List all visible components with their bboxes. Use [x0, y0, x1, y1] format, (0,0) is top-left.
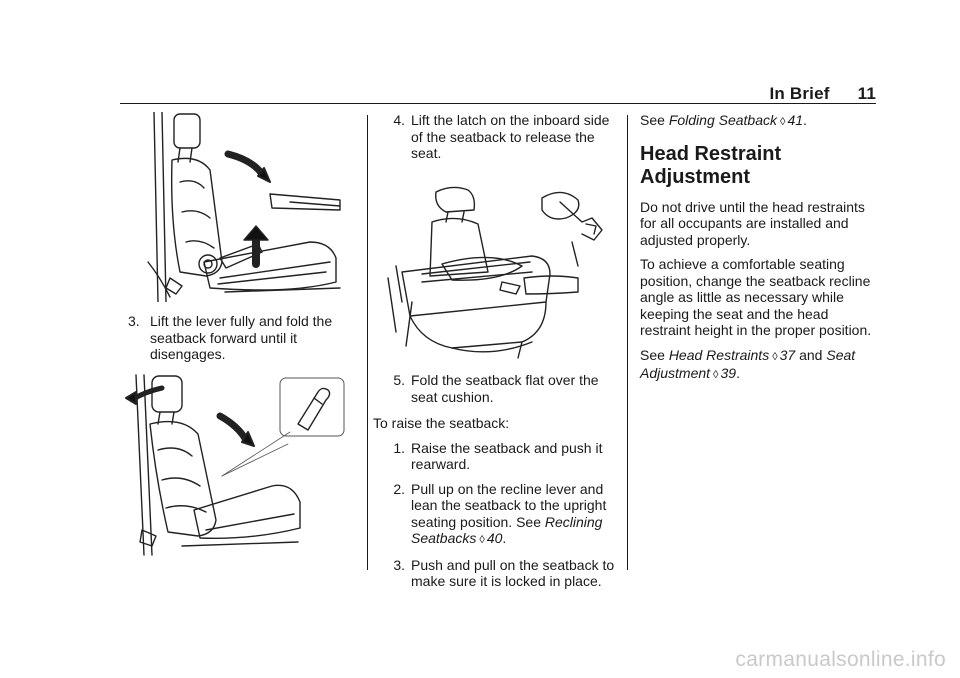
step-text: Lift the lever fully and fold the seatback forward until it disengages.: [150, 313, 333, 362]
paragraph-1: Do not drive until the head restraints for all occupants are installed and adjusted properly.: [640, 198, 865, 248]
column-divider-1: [367, 115, 368, 570]
step-number: 3.: [393, 556, 405, 573]
raise-intro: To raise the seatback:: [373, 415, 510, 431]
punctuation: .: [736, 365, 740, 381]
step-number: 5.: [393, 372, 405, 388]
illustration-seat-lever: [140, 112, 348, 302]
step-text: [411, 481, 619, 549]
punctuation: .: [502, 530, 507, 546]
cross-reference-page[interactable]: 39: [720, 365, 737, 381]
step-number: 1.: [393, 439, 405, 456]
step-text: Lift the latch on the inboard side of the seatback to release the seat.: [411, 112, 610, 161]
watermark: carmanualsonline.info: [735, 648, 946, 671]
header-rule: [120, 103, 876, 104]
section-title: In Brief: [769, 84, 830, 103]
col3-text: [640, 112, 876, 392]
cross-reference-link[interactable]: Reclining Seatbacks: [411, 513, 603, 546]
step-number: 2.: [393, 480, 405, 497]
step-3: [128, 313, 353, 363]
step-5: [373, 372, 619, 405]
cross-reference-link[interactable]: Head Restraints: [668, 346, 770, 363]
illustration-seat-fold-forward: [122, 370, 354, 560]
col2-text-bottom: [373, 372, 619, 598]
step-4: [373, 112, 619, 162]
page-ref-icon: ◊: [772, 350, 778, 363]
joiner: and: [799, 346, 823, 363]
column-divider-2: [627, 115, 628, 570]
page-ref-icon: ◊: [713, 369, 719, 381]
illustration-seat-latch: [382, 182, 610, 362]
col1-text: [128, 313, 353, 371]
cross-reference-link[interactable]: Seat Adjustment: [640, 346, 856, 381]
step-text: Raise the seatback and push it rearward.: [411, 439, 603, 472]
page-ref-icon: ◊: [479, 534, 485, 546]
cross-reference-page[interactable]: 41: [787, 112, 804, 128]
raise-step-3: [373, 557, 619, 590]
page-number: 11: [857, 84, 876, 103]
step-text: Fold the seatback flat over the seat cushion.: [411, 372, 599, 405]
paragraph-2: To achieve a comfortable seating position, change the seatback recline angle as little as necessary while keeping the seat and the head restraint height in the proper position.: [640, 256, 872, 338]
cross-reference-link[interactable]: Folding Seatback: [668, 112, 777, 128]
step-number: 4.: [393, 112, 405, 128]
col2-text-top: [373, 112, 619, 170]
see-prefix: See: [640, 112, 665, 128]
see-prefix: See: [640, 346, 665, 363]
see-folding-seatback: [640, 112, 876, 131]
section-heading: Head Restraint Adjustment: [640, 142, 782, 188]
page-ref-icon: ◊: [780, 116, 786, 128]
step-text-main: Pull up on the recline lever and lean the seatback to the upright seating position. See: [411, 480, 607, 530]
see-head-restraints: [640, 347, 876, 384]
page-header: [120, 84, 876, 104]
raise-step-1: [373, 440, 619, 473]
cross-reference-page[interactable]: 37: [779, 346, 796, 363]
punctuation: .: [803, 112, 807, 128]
step-number: 3.: [128, 313, 140, 329]
cross-reference-page[interactable]: 40: [486, 530, 503, 546]
raise-step-2: [373, 481, 619, 549]
step-text: Push and pull on the seatback to make sure it is locked in place.: [411, 556, 615, 589]
